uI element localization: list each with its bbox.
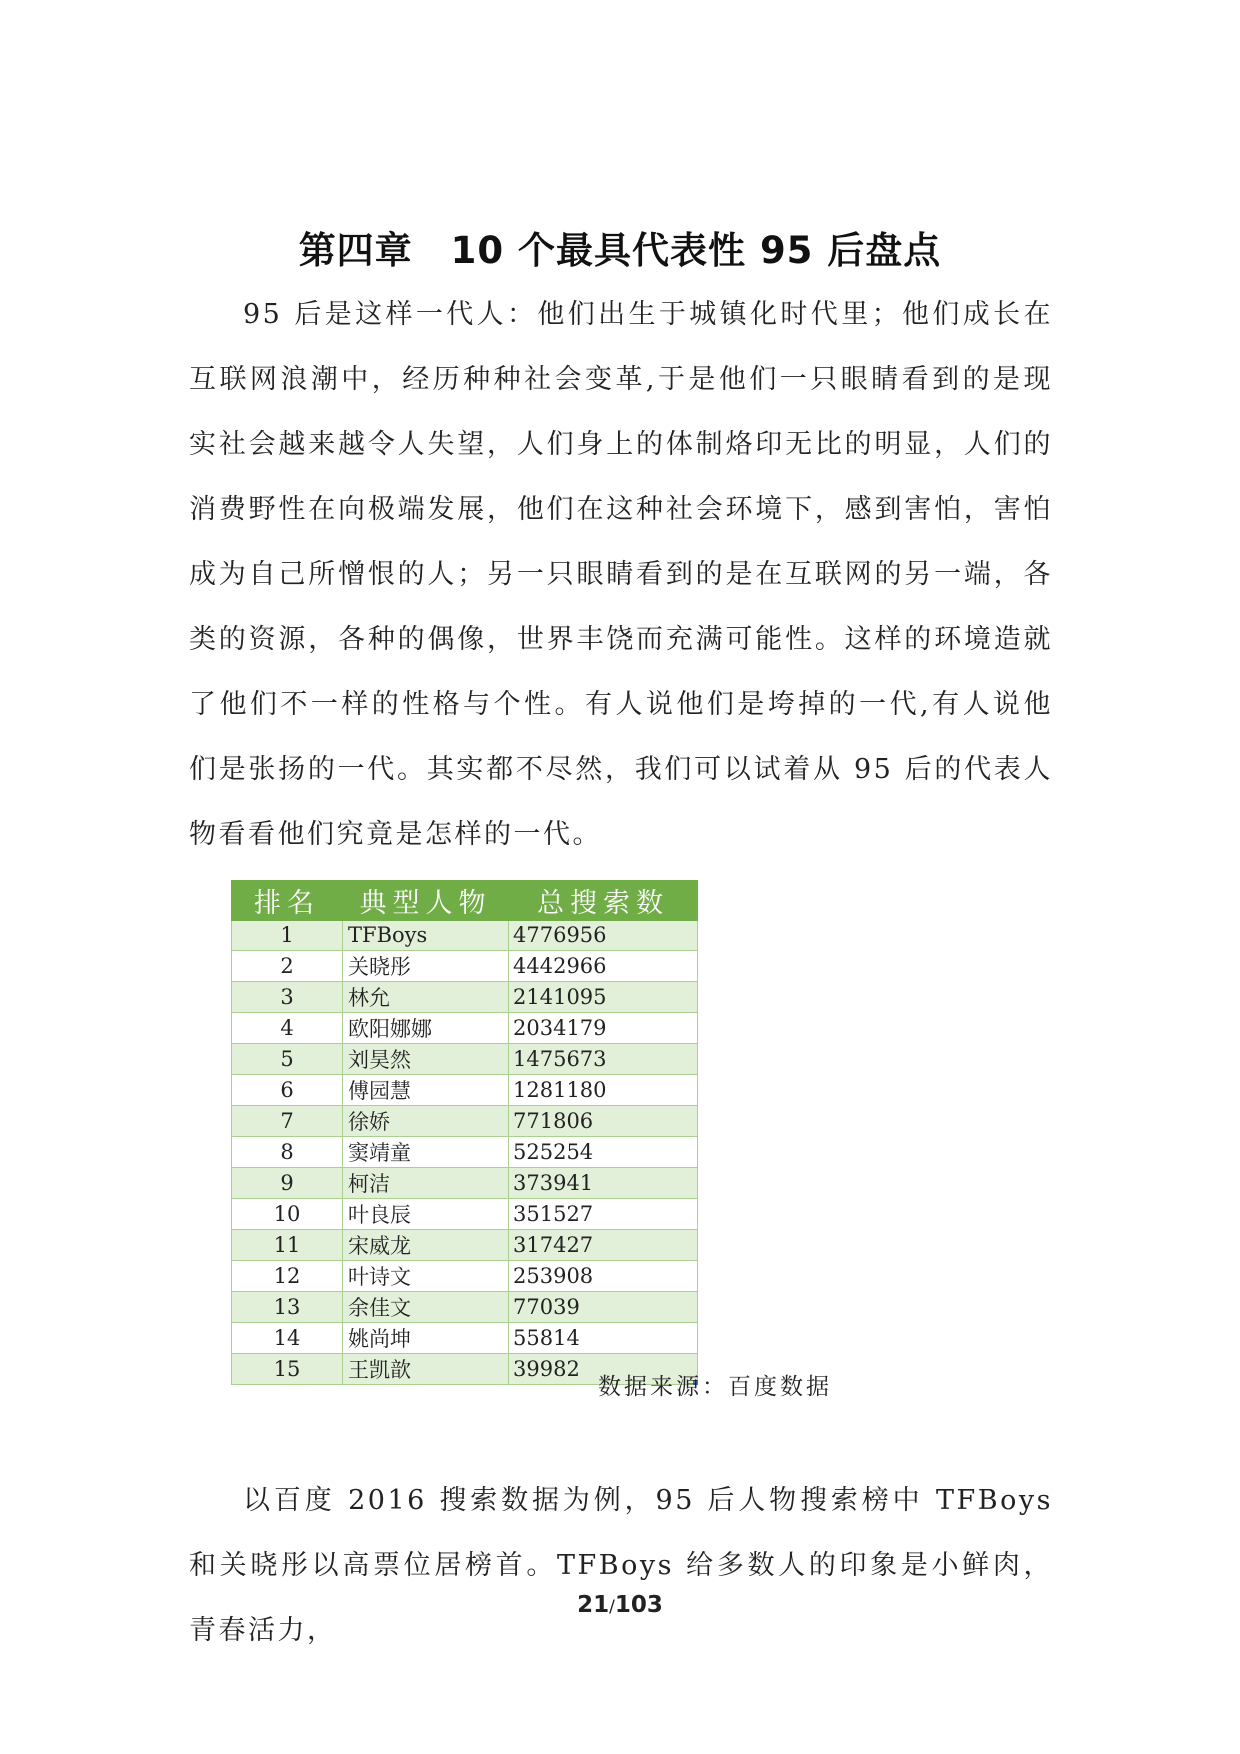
rank-cell: 15 [232, 1353, 343, 1384]
count-cell: 351527 [509, 1198, 698, 1229]
count-cell: 253908 [509, 1260, 698, 1291]
count-cell: 317427 [509, 1229, 698, 1260]
table-row [232, 1229, 698, 1260]
count-cell: 77039 [509, 1291, 698, 1322]
table-row [232, 1105, 698, 1136]
ranking-table-container [231, 880, 698, 1385]
count-cell: 2034179 [509, 1012, 698, 1043]
person-cell: 关晓彤 [343, 950, 509, 981]
table-header-row [232, 881, 698, 921]
person-cell: 傅园慧 [343, 1074, 509, 1105]
table-row [232, 1074, 698, 1105]
person-cell: 欧阳娜娜 [343, 1012, 509, 1043]
person-cell: 刘昊然 [343, 1043, 509, 1074]
page-number [0, 1592, 1240, 1618]
rank-cell: 11 [232, 1229, 343, 1260]
rank-cell: 4 [232, 1012, 343, 1043]
person-cell: 柯洁 [343, 1167, 509, 1198]
table-row [232, 1012, 698, 1043]
search-ranking-table [231, 880, 698, 1385]
header-person: 典型人物 [343, 881, 509, 921]
rank-cell: 5 [232, 1043, 343, 1074]
table-caption: 数据来源：百度数据 [598, 1374, 832, 1400]
count-cell: 771806 [509, 1105, 698, 1136]
person-cell: 余佳文 [343, 1291, 509, 1322]
person-cell: 王凯歆 [343, 1353, 509, 1384]
rank-cell: 13 [232, 1291, 343, 1322]
person-cell: 宋威龙 [343, 1229, 509, 1260]
page-separator: / [609, 1597, 615, 1617]
rank-cell: 1 [232, 921, 343, 951]
table-row [232, 1167, 698, 1198]
rank-cell: 2 [232, 950, 343, 981]
count-cell: 2141095 [509, 981, 698, 1012]
table-row [232, 1198, 698, 1229]
count-cell: 39982 [509, 1353, 698, 1384]
rank-cell: 7 [232, 1105, 343, 1136]
person-cell: 林允 [343, 981, 509, 1012]
rank-cell: 14 [232, 1322, 343, 1353]
count-cell: 1281180 [509, 1074, 698, 1105]
rank-cell: 8 [232, 1136, 343, 1167]
rank-cell: 6 [232, 1074, 343, 1105]
rank-cell: 3 [232, 981, 343, 1012]
count-cell: 373941 [509, 1167, 698, 1198]
table-row [232, 1260, 698, 1291]
page-total: 103 [614, 1592, 663, 1618]
table-row [232, 950, 698, 981]
intro-paragraph: 95 后是这样一代人：他们出生于城镇化时代里；他们成长在互联网浪潮中，经历种种社会变革,于是他们一只眼睛看到的是现实社会越来越令人失望，人们身上的体制烙印无比的明显，人们的消费野性在向极端发展，他们在这种社会环境下，感到害怕，害怕成为自己所憎恨的人；另一只眼睛看到的是在互联网的另一端，各类的资源，各种的偶像，世界丰饶而充满可能性。这样的环境造就了他们不一样的性格与个性。有人说他们是垮掉的一代,有人说他们是张扬的一代。其实都不尽然，我们可以试着从 95 后的代表人物看看他们究竟是怎样的一代。 [189, 299, 1053, 850]
rank-cell: 10 [232, 1198, 343, 1229]
rank-cell: 9 [232, 1167, 343, 1198]
person-cell: TFBoys [343, 921, 509, 951]
count-cell: 4442966 [509, 950, 698, 981]
table-row [232, 1136, 698, 1167]
table-row [232, 1322, 698, 1353]
header-rank: 排名 [232, 881, 343, 921]
table-row [232, 981, 698, 1012]
page-current: 21 [577, 1592, 610, 1618]
rank-cell: 12 [232, 1260, 343, 1291]
table-row [232, 1043, 698, 1074]
table-row [232, 921, 698, 951]
count-cell: 1475673 [509, 1043, 698, 1074]
table-row [232, 1291, 698, 1322]
count-cell: 525254 [509, 1136, 698, 1167]
analysis-paragraph: 以百度 2016 搜索数据为例，95 后人物搜索榜中 TFBoys 和关晓彤以高票位居榜首。TFBoys 给多数人的印象是小鲜肉，青春活力， [189, 1485, 1053, 1646]
count-cell: 55814 [509, 1322, 698, 1353]
person-cell: 叶良辰 [343, 1198, 509, 1229]
chapter-title: 第四章 10 个最具代表性 95 后盘点 [298, 229, 942, 272]
person-cell: 叶诗文 [343, 1260, 509, 1291]
person-cell: 窦靖童 [343, 1136, 509, 1167]
header-search-count: 总搜索数 [509, 881, 698, 921]
person-cell: 姚尚坤 [343, 1322, 509, 1353]
person-cell: 徐娇 [343, 1105, 509, 1136]
count-cell: 4776956 [509, 921, 698, 951]
